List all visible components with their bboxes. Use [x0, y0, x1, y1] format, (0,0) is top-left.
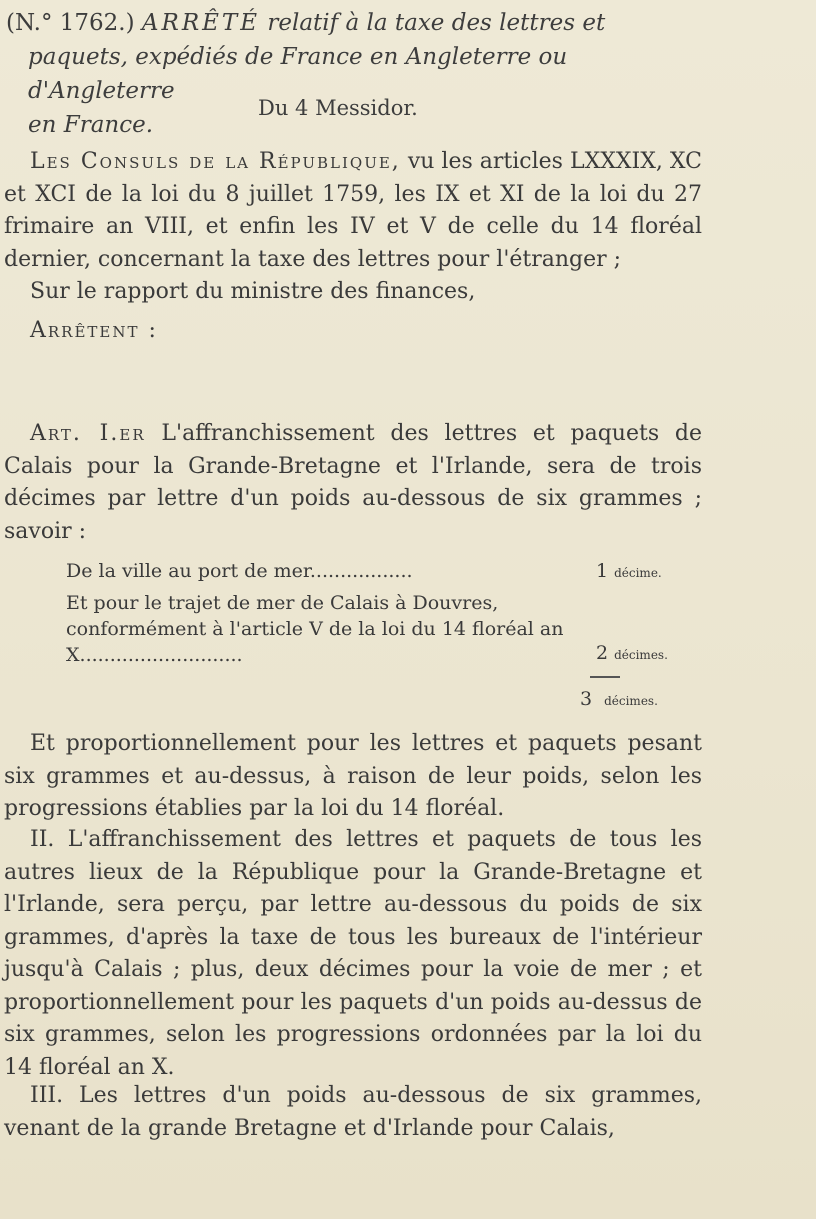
- article-3-text: III. Les lettres d'un poids au-dessous de six grammes, venant de la grande Bretagne et d'Irlande pour Calais,: [4, 1083, 702, 1141]
- fee-unit: décimes.: [614, 648, 668, 662]
- consuls-heading: Les Consuls de la République,: [30, 149, 401, 174]
- fee-amount: 1: [596, 560, 609, 582]
- fee-row: [66, 558, 686, 586]
- arretent-heading: Arrêtent :: [30, 317, 158, 343]
- total-unit: décimes.: [604, 694, 658, 708]
- decree-type: ARRÊTÉ: [141, 10, 261, 36]
- decree-number: (N.° 1762.): [6, 10, 135, 36]
- fee-description: De la ville au port de mer.................: [66, 560, 413, 582]
- fee-total: [580, 688, 658, 710]
- article-3: [4, 1080, 702, 1145]
- sum-rule: [590, 676, 620, 678]
- title-line-3: en France.: [28, 112, 154, 138]
- article-1: [4, 418, 702, 548]
- fee-amount: 2: [596, 642, 609, 664]
- rapport-line: Sur le rapport du ministre des finances,: [30, 279, 476, 304]
- article-1-label: Art. I.er: [30, 421, 146, 446]
- fee-row: [66, 590, 686, 668]
- preamble: [4, 146, 702, 347]
- article-2: [4, 824, 702, 1084]
- title-line-1: relatif à la taxe des lettres et: [267, 10, 606, 36]
- preamble-text: vu les articles LXXXIX, XC et XCI de la loi du 8 juillet 1759, les IX et XI de la loi du 27 frimaire an VIII, et enfin les IV et V de celle du 14 floréal dernier, concernant la taxe des lettres pour l'étranger ;: [4, 149, 703, 272]
- fee-description: Et pour le trajet de mer de Calais à Douvres, conformément à l'article V de la loi du 14 floréal an X...........................: [66, 592, 564, 666]
- fee-list: [66, 558, 686, 668]
- fee-unit: décime.: [614, 566, 662, 580]
- article-2-text: II. L'affranchissement des lettres et paquets de tous les autres lieux de la République pour la Grande-Bretagne et l'Irlande, sera perçu, par lettre au-dessous du poids de six grammes, d'après la taxe de tous les bureaux de l'intérieur jusqu'à Calais ; plus, deux décimes pour la voie de mer ; et proportionnellement pour les paquets d'un poids au-dessus de six grammes, selon les progressions ordonnées par la loi du 14 floréal an X.: [4, 827, 702, 1080]
- total-amount: 3: [580, 688, 593, 710]
- article-1-text: L'affranchissement des lettres et paquets de Calais pour la Grande-Bretagne et l'Irlande, sera de trois décimes par lettre d'un poids au-dessous de six grammes ; savoir :: [4, 421, 702, 544]
- article-1-proportion: [4, 728, 702, 826]
- proportion-text: Et proportionnellement pour les lettres et paquets pesant six grammes et au-dessus, à raison de leur poids, selon les progressions établies par la loi du 14 floréal.: [4, 731, 702, 821]
- decree-header: [6, 6, 706, 142]
- decree-date: Du 4 Messidor.: [258, 96, 418, 120]
- title-line-2: paquets, expédiés de France en Angleterre ou d'Angleterre: [28, 44, 568, 104]
